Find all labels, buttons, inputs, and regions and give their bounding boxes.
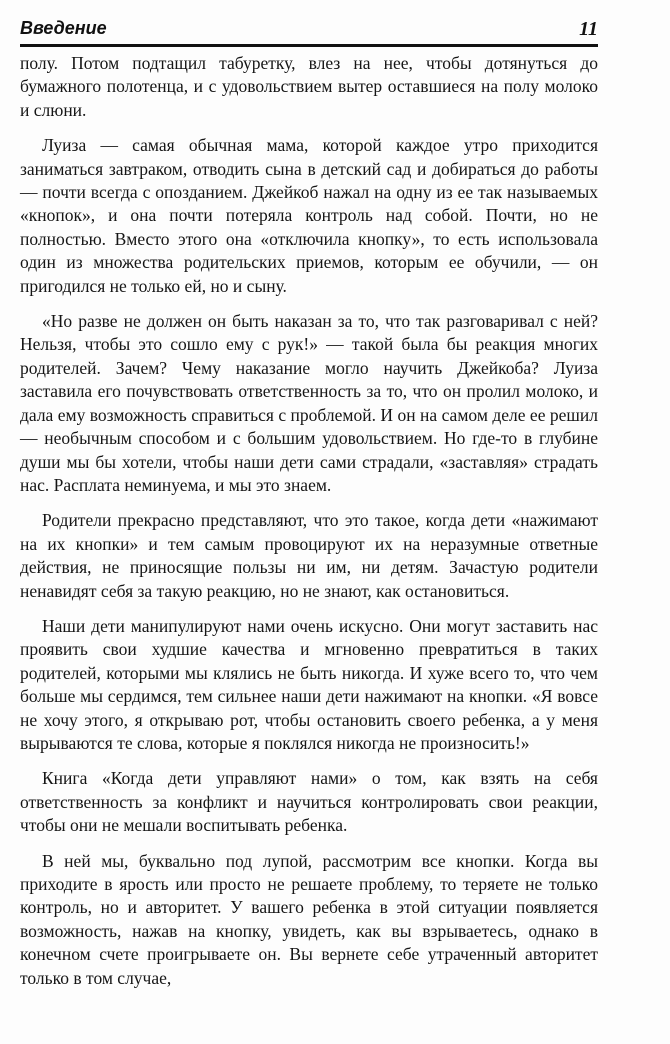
paragraph: «Но разве не должен он быть наказан за то, что так разговаривал с ней? Нельзя, чтобы это сошло ему с рук!» — такой была бы реакция многих родителей. Зачем? Чему наказание могло научить Джейкоба? Луиза заставила его почувствовать ответственность за то, что он пролил молоко, и дала ему возможность справиться с проблемой. И он на самом деле ее решил — необычным способом и с большим удовольствием. Но где-то в глубине души мы бы хотели, чтобы наши дети сами страдали, «заставляя» страдать нас. Расплата неминуема, и мы это знаем.: [20, 311, 598, 495]
paragraph: Родители прекрасно представляют, что это такое, когда дети «нажимают на их кнопки» и тем самым провоцируют их на неразумные ответные действия, не приносящие пользы ни им, ни детям. Зачастую родители ненавидят себя за такую реакцию, но не знают, как остановиться.: [20, 510, 598, 601]
paragraph: Луиза — самая обычная мама, которой каждое утро приходится заниматься завтраком, отводить сына в детский сад и добираться до работы — почти всегда с опозданием. Джейкоб нажал на одну из ее так называемых «кнопок», и она почти потеряла контроль над собой. Почти, но не полностью. Вместо этого она «отключила кнопку», то есть использовала один из множества родительских приемов, которым ее обучили, — он пригодился не только ей, но и сыну.: [20, 135, 598, 296]
paragraph-continued: полу. Потом подтащил табуретку, влез на нее, чтобы дотянуться до бумажного полотенца, и с удовольствием вытер оставшиеся на полу молоко и слюни.: [20, 53, 598, 120]
paragraph: Наши дети манипулируют нами очень искусно. Они могут заставить нас проявить свои худшие качества и мгновенно превратиться в таких родителей, которыми мы клялись не быть никогда. И хуже всего то, что чем больше мы сердимся, тем сильнее наши дети нажимают на кнопки. «Я вовсе не хочу этого, я открываю рот, чтобы остановить своего ребенка, а у меня вырываются те слова, которые я поклялся никогда не произносить!»: [20, 615, 598, 753]
paragraph: В ней мы, буквально под лупой, рассмотрим все кнопки. Когда вы приходите в ярость или просто не решаете проблему, то теряете не только контроль, но и авторитет. У вашего ребенка в этой ситуации появляется возможность, нажав на кнопку, увидеть, как вы взрываетесь, однако в конечном счете проигрываете он. Вы вернете себе утраченный авторитет только в том случае,: [20, 850, 598, 988]
body-text: [20, 52, 598, 1002]
page-number: 11: [579, 18, 598, 40]
header-rule: [20, 44, 598, 47]
page-header: [20, 14, 598, 44]
paragraph: Книга «Когда дети управляют нами» о том, как взять на себя ответственность за конфликт и научиться контролировать свои реакции, чтобы они не мешали воспитывать ребенка.: [20, 768, 598, 836]
running-head: Введение: [20, 18, 107, 38]
